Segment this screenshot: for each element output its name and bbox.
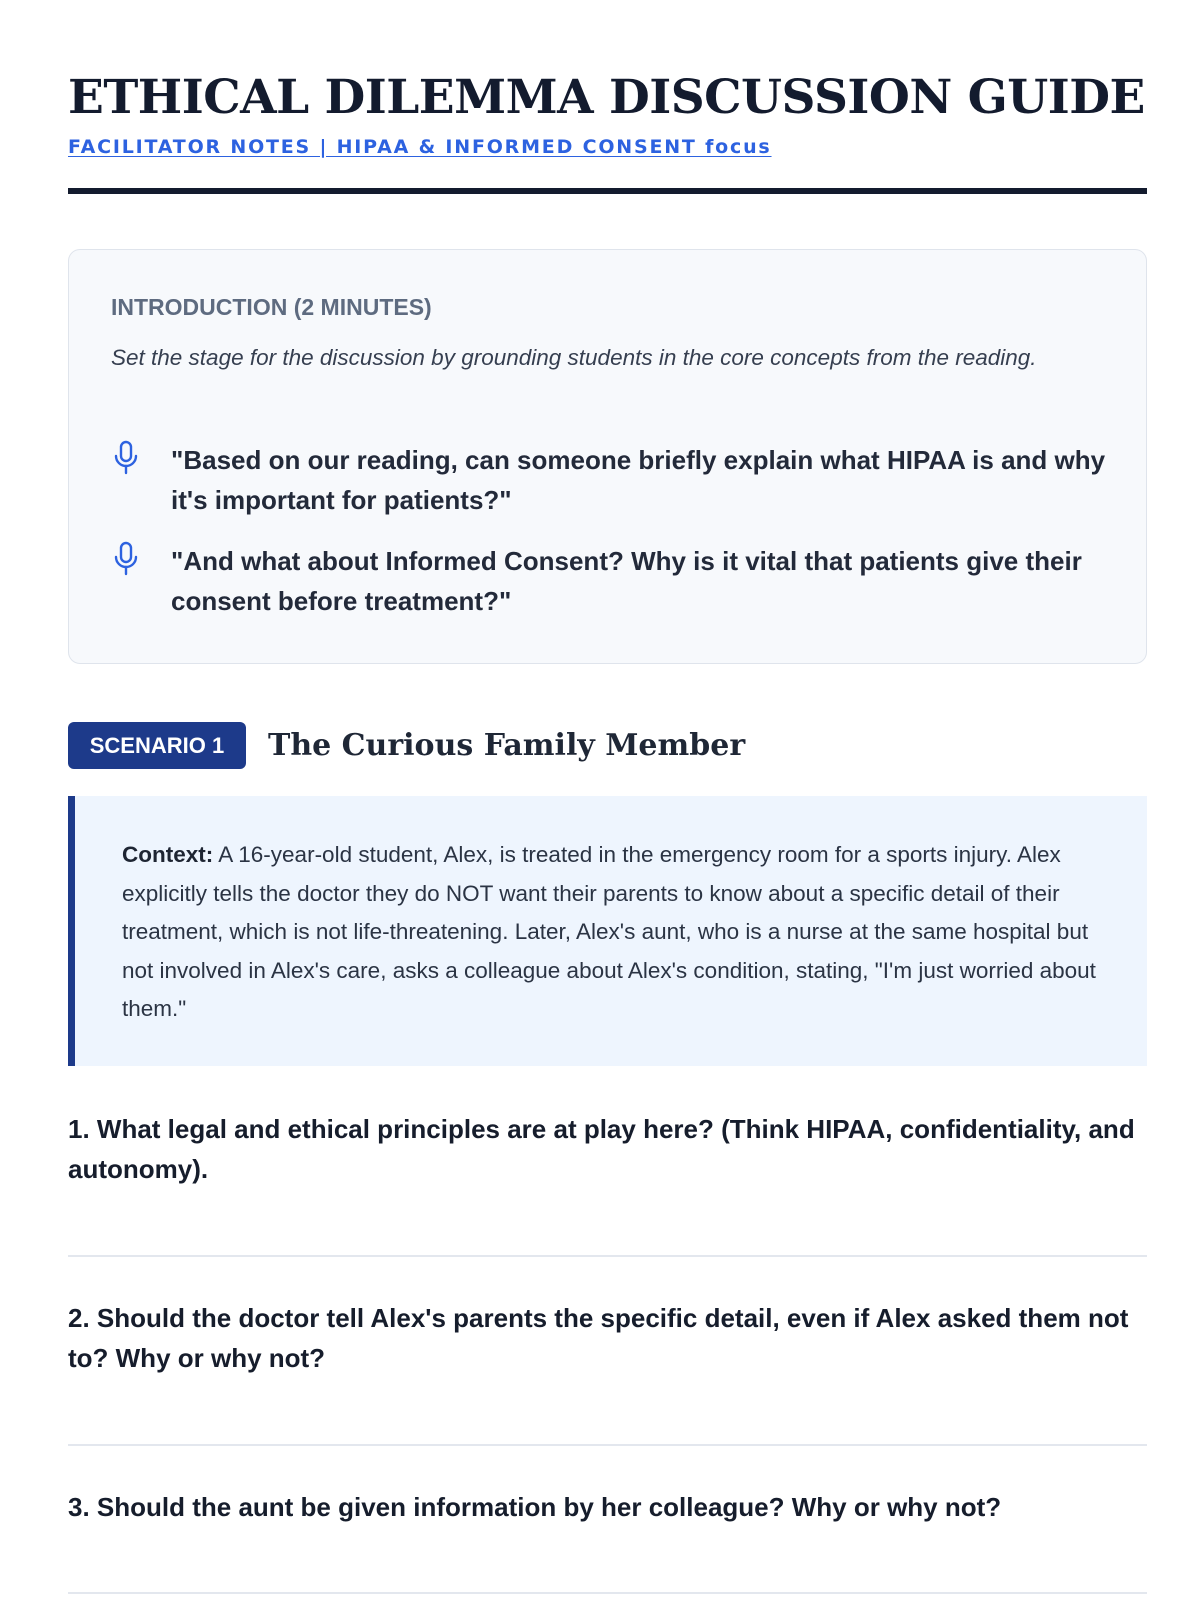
scenario-title: The Curious Family Member	[268, 728, 746, 763]
discussion-question: 1. What legal and ethical principles are at play here? (Think HIPAA, confidentiality, and autonomy).	[68, 1114, 1135, 1184]
discussion-question: 3. Should the aunt be given information by her colleague? Why or why not?	[68, 1492, 1002, 1522]
scenario-badge: SCENARIO 1	[68, 722, 246, 769]
discussion-question: 2. Should the doctor tell Alex's parents the specific detail, even if Alex asked them not to? Why or why not?	[68, 1303, 1129, 1373]
context-label: Context:	[122, 842, 214, 867]
facilitator-notes-subtitle: FACILITATOR NOTES | HIPAA & INFORMED CONSENT focus	[68, 136, 772, 158]
answer-divider	[68, 1255, 1147, 1257]
page-title: ETHICAL DILEMMA DISCUSSION GUIDE	[68, 70, 1145, 125]
context-paragraph	[122, 836, 1122, 1029]
answer-divider	[68, 1592, 1147, 1594]
introduction-card	[68, 249, 1147, 664]
answer-divider	[68, 1444, 1147, 1446]
introduction-description: Set the stage for the discussion by grounding students in the core concepts from the reading.	[111, 345, 1037, 370]
microphone-icon	[111, 440, 141, 476]
microphone-icon	[111, 541, 141, 577]
context-body: A 16-year-old student, Alex, is treated in the emergency room for a sports injury. Alex explicitly tells the doctor they do NOT want their parents to know about a specific detail of their treatment, which is not life-threatening. Later, Alex's aunt, who is a nurse at the same hospital but not involved in Alex's care, asks a colleague about Alex's condition, stating, "I'm just worried about them."	[122, 842, 1096, 1021]
introduction-heading: INTRODUCTION (2 MINUTES)	[111, 294, 432, 320]
prompt-text: "And what about Informed Consent? Why is it vital that patients give their consent before treatment?"	[171, 546, 1082, 616]
scenario-context-callout	[68, 796, 1147, 1066]
title-divider	[68, 188, 1147, 194]
prompt-text: "Based on our reading, can someone briefly explain what HIPAA is and why it's important for patients?"	[171, 445, 1106, 515]
